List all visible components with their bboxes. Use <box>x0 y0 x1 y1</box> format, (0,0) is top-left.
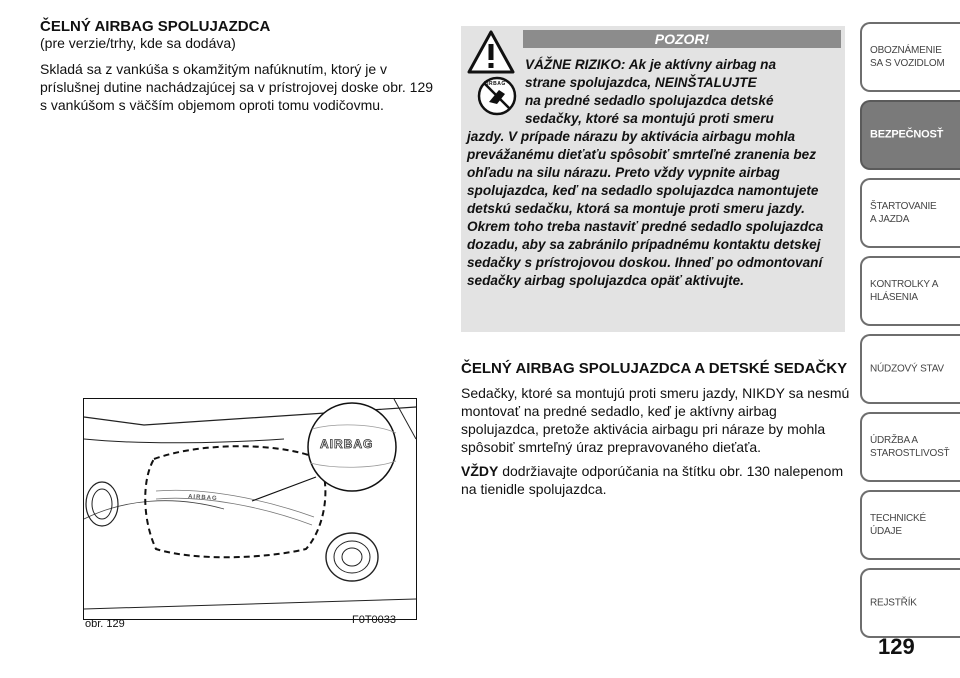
figure-code: F0T0033 <box>352 614 397 626</box>
tab-oboznamenie[interactable] <box>860 22 960 92</box>
airbag-label-large: AIRBAG <box>320 437 374 451</box>
page-number: 129 <box>878 634 915 659</box>
right-paragraph-2-rest: dodržiavajte odporúčania na štítku obr. 130 nalepenom na tienidle spolujazdca. <box>461 463 844 497</box>
right-paragraph-2 <box>461 462 851 498</box>
warning-header: POZOR! <box>523 30 841 48</box>
tab-label: BEZPEČNOSŤ <box>870 128 944 141</box>
tab-bezpecnost[interactable] <box>860 100 960 170</box>
tab-kontrolky[interactable] <box>860 256 960 326</box>
tab-label: TECHNICKÉ ÚDAJE <box>870 513 926 537</box>
tab-nudzovy-stav[interactable] <box>860 334 960 404</box>
section-title: ČELNÝ AIRBAG SPOLUJAZDCA <box>40 18 271 35</box>
section-subtitle: (pre verzie/trhy, kde sa dodáva) <box>40 35 236 51</box>
airbag-label-small: AIRBAG <box>187 493 218 503</box>
tab-label: REJSTŘÍK <box>870 597 917 609</box>
tab-label: KONTROLKY A HLÁSENIA <box>870 279 938 303</box>
warning-line-1: VÁŽNE RIZIKO: Ak je aktívny airbag na <box>525 57 777 72</box>
warning-line-4: sedačky, ktoré sa montujú proti smeru <box>525 111 774 126</box>
tab-label: NÚDZOVÝ STAV <box>870 363 944 375</box>
dashboard-illustration <box>84 399 416 619</box>
tab-technicke-udaje[interactable] <box>860 490 960 560</box>
right-column <box>461 360 851 498</box>
always-strong: VŽDY <box>461 463 499 479</box>
section-paragraph: Skladá sa z vankúša s okamžitým nafúknutím, ktorý je v príslušnej dutine nachádzajúcej sa v prístrojovej doske obr. 129 s vankúšom s väčším objemom oproti tomu vodičovmu. <box>40 61 434 113</box>
icon-airbag-text: AIRBAG <box>483 81 506 87</box>
warning-line-2: strane spolujazdca, NEINŠTALUJTE <box>525 75 757 90</box>
warning-text <box>467 56 839 290</box>
warning-box <box>461 26 845 332</box>
tab-startovanie[interactable] <box>860 178 960 248</box>
tab-udrzba[interactable] <box>860 412 960 482</box>
left-column <box>40 18 440 114</box>
airbag-panel-outline <box>145 446 325 557</box>
tab-label: ŠTARTOVANIE A JAZDA <box>870 201 937 225</box>
tab-rejstrik[interactable] <box>860 568 960 638</box>
airbag-figure <box>83 398 417 620</box>
warning-body: jazdy. V prípade nárazu by aktivácia airbagu mohla prevážanému dieťaťu spôsobiť smrteľné zranenia bez ohľadu na silu nárazu. Preto vždy vypnite airbag spolujazdca, keď na sedadlo spolujazdca namontujete detskú sedačku, ktorá sa montuje proti smeru jazdy. Okrem toho treba nastaviť predné sedadlo spolujazdca dozadu, aby sa zabránilo prípadnému kontaktu detskej sedačky s prístrojovou doskou. Ihneď po odmontovaní sedačky airbag spolujazdca opäť aktivujte. <box>467 129 824 288</box>
warning-line-3: na predné sedadlo spolujazdca detské <box>525 93 774 108</box>
tab-label: ÚDRŽBA A STAROSTLIVOSŤ <box>870 435 950 459</box>
right-section-title: ČELNÝ AIRBAG SPOLUJAZDCA A DETSKÉ SEDAČKY <box>461 360 848 377</box>
tab-label: OBOZNÁMENIE SA S VOZIDLOM <box>870 45 945 69</box>
right-paragraph-1: Sedačky, ktoré sa montujú proti smeru jazdy, NIKDY sa nesmú montovať na predné sedadlo, keď je aktívny airbag spolujazdca, pretože aktivácia airbagu pri náraze by mohla spôsobiť smrteľný úraz prepravovaného dieťaťa. <box>461 385 850 455</box>
figure-caption: obr. 129 <box>85 618 125 630</box>
